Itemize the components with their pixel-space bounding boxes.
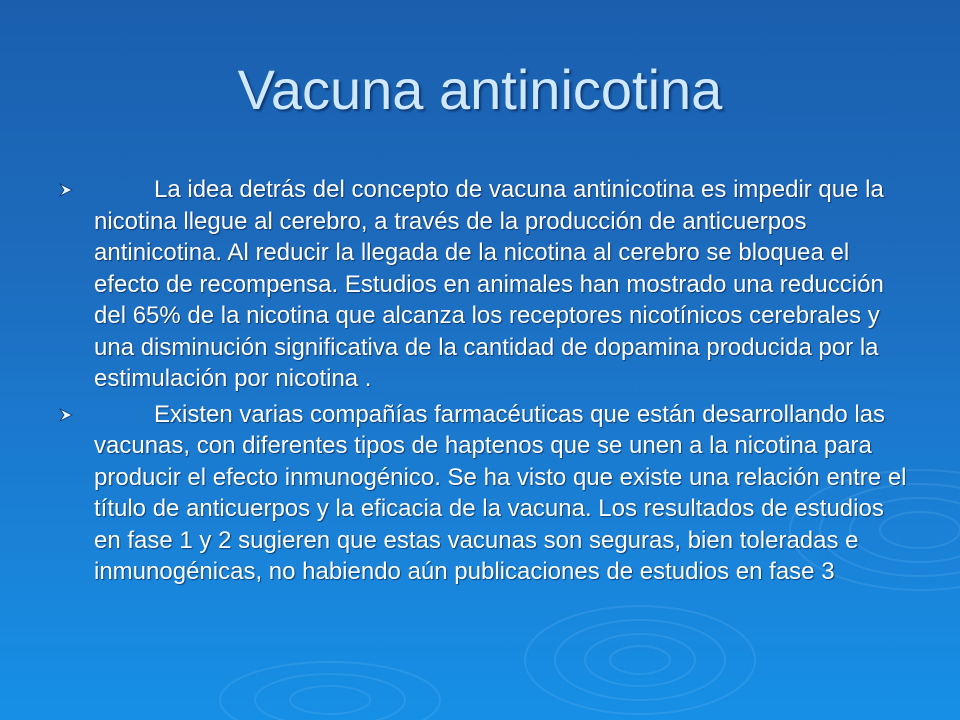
bullet-text: La idea detrás del concepto de vacuna antinicotina es impedir que la nicotina llegue al cerebro, a través de la producción de anticuerpos antinicotina. Al reducir la llegada de la nicotina al cerebro se bloquea el efecto de recompensa. Estudios en animales han mostrado una reducción del 65% de la nicotina que alcanza los receptores nicotínicos cerebrales y una disminución significativa de la cantidad de dopamina producida por la estimulación por nicotina . <box>94 176 884 392</box>
arrowhead-bullet-icon <box>58 182 74 198</box>
bullet-item <box>58 399 908 588</box>
bullet-text: Existen varias compañías farmacéuticas que están desarrollando las vacunas, con diferentes tipos de haptenos que se unen a la nicotina para producir el efecto inmunogénico. Se ha visto que existe una relación entre el título de anticuerpos y la eficacia de la vacuna. Los resultados de estudios en fase 1 y 2 sugieren que estas vacunas son seguras, bien toleradas e inmunogénicas, no habiendo aún publicaciones de estudios en fase 3 <box>94 400 907 585</box>
bullet-item <box>58 174 908 395</box>
bullet-list <box>58 174 908 592</box>
arrowhead-bullet-icon <box>58 407 74 423</box>
slide-title: Vacuna antinicotina <box>237 58 723 121</box>
